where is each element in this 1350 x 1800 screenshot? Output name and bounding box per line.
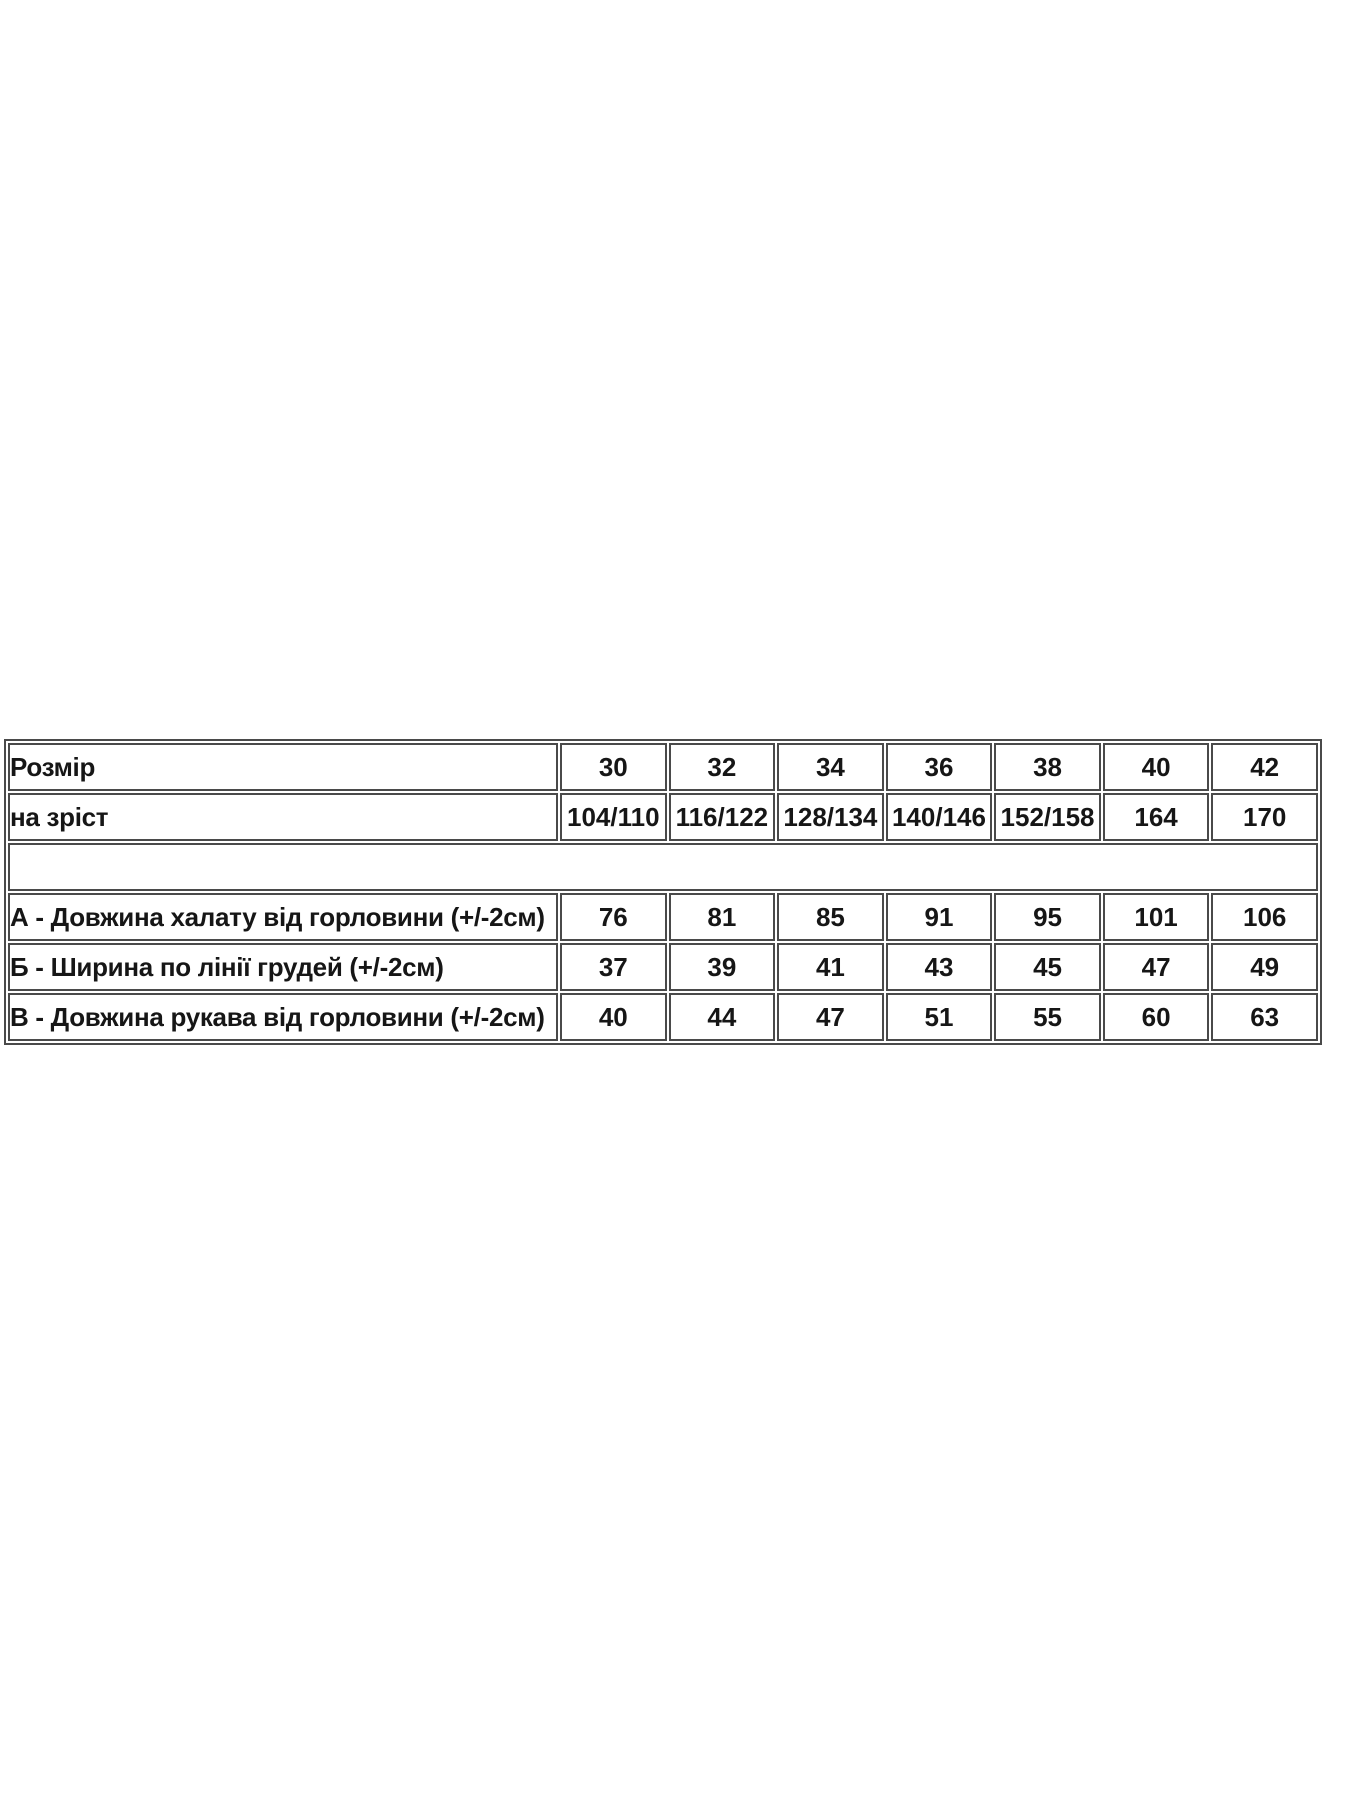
- measurement-row-a: [8, 893, 1318, 941]
- measurement-b-value: 45: [994, 943, 1101, 991]
- height-value: 140/146: [886, 793, 993, 841]
- spacer-cell: [8, 843, 1318, 891]
- size-row-label: Розмір: [8, 743, 558, 791]
- measurement-a-value: 95: [994, 893, 1101, 941]
- size-value: 32: [669, 743, 776, 791]
- measurement-v-value: 51: [886, 993, 993, 1041]
- measurement-b-value: 43: [886, 943, 993, 991]
- measurement-a-value: 76: [560, 893, 667, 941]
- measurement-a-value: 101: [1103, 893, 1210, 941]
- height-value: 170: [1211, 793, 1318, 841]
- size-value: 38: [994, 743, 1101, 791]
- measurement-v-value: 63: [1211, 993, 1318, 1041]
- size-chart-table: [4, 739, 1322, 1045]
- measurement-v-label: В - Довжина рукава від горловини (+/-2см): [8, 993, 558, 1041]
- size-chart-container: [4, 739, 1322, 1045]
- measurement-a-label: А - Довжина халату від горловини (+/-2см): [8, 893, 558, 941]
- measurement-v-value: 44: [669, 993, 776, 1041]
- measurement-row-v: [8, 993, 1318, 1041]
- height-row-label: на зріст: [8, 793, 558, 841]
- spacer-row: [8, 843, 1318, 891]
- height-value: 116/122: [669, 793, 776, 841]
- size-value: 30: [560, 743, 667, 791]
- size-row: [8, 743, 1318, 791]
- measurement-v-value: 47: [777, 993, 884, 1041]
- measurement-b-label: Б - Ширина по лінії грудей (+/-2см): [8, 943, 558, 991]
- height-value: 128/134: [777, 793, 884, 841]
- size-value: 34: [777, 743, 884, 791]
- measurement-v-value: 55: [994, 993, 1101, 1041]
- measurement-b-value: 39: [669, 943, 776, 991]
- measurement-a-value: 85: [777, 893, 884, 941]
- measurement-a-value: 91: [886, 893, 993, 941]
- measurement-b-value: 47: [1103, 943, 1210, 991]
- size-value: 42: [1211, 743, 1318, 791]
- measurement-row-b: [8, 943, 1318, 991]
- measurement-v-value: 40: [560, 993, 667, 1041]
- height-value: 104/110: [560, 793, 667, 841]
- size-value: 40: [1103, 743, 1210, 791]
- measurement-a-value: 81: [669, 893, 776, 941]
- measurement-b-value: 49: [1211, 943, 1318, 991]
- size-value: 36: [886, 743, 993, 791]
- measurement-a-value: 106: [1211, 893, 1318, 941]
- measurement-b-value: 37: [560, 943, 667, 991]
- measurement-v-value: 60: [1103, 993, 1210, 1041]
- measurement-b-value: 41: [777, 943, 884, 991]
- height-value: 164: [1103, 793, 1210, 841]
- height-row: [8, 793, 1318, 841]
- height-value: 152/158: [994, 793, 1101, 841]
